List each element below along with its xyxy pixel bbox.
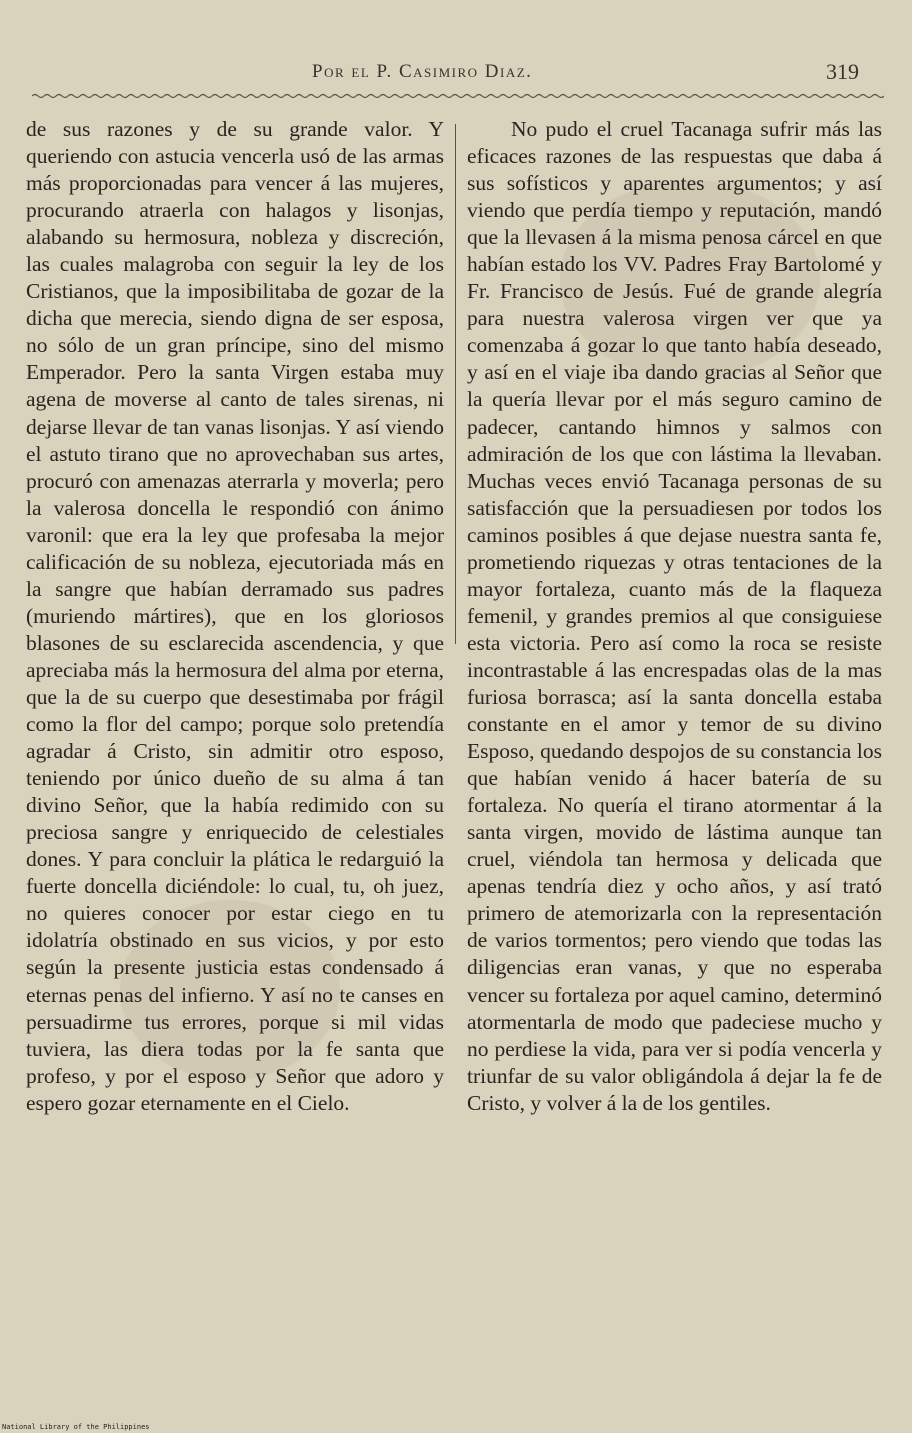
page-number: 319 [826, 59, 859, 84]
left-column [26, 116, 444, 1117]
page-header [0, 56, 912, 92]
header-wavy-rule [32, 92, 884, 100]
column-divider [455, 124, 456, 644]
right-column-text: No pudo el cruel Tacanaga sufrir más las eficaces razones de las respuestas que daba á sus sofísticos y aparentes argumentos; y así viendo que perdía tiempo y reputación, mandó que la llevasen á la misma penosa cárcel en que habían estado los VV. Padres Fray Bartolomé y Fr. Francisco de Jesús. Fué de grande alegría para nuestra valerosa virgen ver que ya comenzaba á gozar lo que tanto había deseado, y así en el viaje iba dando gracias al Señor que la quería llevar por el más seguro camino de padecer, cantando himnos y salmos con admiración de los que con lástima la llevaban. Muchas veces envió Tacanaga personas de su satisfacción que la persuadiesen por todos los caminos posibles á que dejase nuestra santa fe, prometiendo riquezas y otras tentaciones de la mayor fortaleza, cuanto más de la flaqueza femenil, y grandes premios al que consiguiese esta victoria. Pero así como la roca se resiste incontrastable á las encrespadas olas de la mas furiosa borrasca; así la santa doncella estaba constante en el amor y temor de su divino Esposo, quedando despojos de su constancia los que habían venido á hacer batería de su fortaleza. No quería el tirano atormentar á la santa virgen, movido de lástima aunque tan cruel, viéndola tan hermosa y delicada que apenas tendría diez y ocho años, y así trató primero de atemorizarla con la representación de varios tormentos; pero viendo que todas las diligencias eran vanas, y que no esperaba vencer su fortaleza por aquel camino, determinó atormentarla de modo que padeciese mucho y no perdiese la vida, para ver si podía vencerla y triunfar de su valor obligándola á dejar la fe de Cristo, y volver á la de los gentiles. [467, 117, 882, 1115]
footer-credit: National Library of the Philippines [2, 1423, 150, 1431]
left-column-text: de sus razones y de su grande valor. Y queriendo con astucia vencerla usó de las armas más proporcionadas para vencer á las mujeres, procurando atraerla con halagos y lisonjas, alabando su hermosura, nobleza y discreción, las cuales malagroba con seguir la ley de los Cristianos, que la imposibilitaba de gozar de la dicha que merecia, siendo digna de ser esposa, no sólo de un gran príncipe, sino del mismo Emperador. Pero la santa Virgen estaba muy agena de moverse al canto de tales sirenas, ni dejarse llevar de tan vanas lisonjas. Y así viendo el astuto tirano que no aprovechaban sus artes, procuró con amenazas aterrarla y moverla; pero la valerosa doncella le respondió con ánimo varonil: que era la ley que profesaba la mejor calificación de su nobleza, ejecutoriada más en la sangre que habían derramado sus padres (muriendo mártires), que en los gloriosos blasones de su esclarecida ascendencia, y que apreciaba más la hermosura del alma por eterna, que la de su cuerpo que desestimaba por frágil como la flor del campo; porque solo pretendía agradar á Cristo, sin admitir otro esposo, teniendo por único dueño de su alma á tan divino Señor, que la había redimido con su preciosa sangre y enriquecido de celestiales dones. Y para concluir la plática le redarguió la fuerte doncella diciéndole: lo cual, tu, oh juez, no quieres conocer por estar ciego en tu idolatría obstinado en sus vicios, y por esto según la presente justicia estas condensado á eternas penas del infierno. Y así no te canses en persuadirme tus errores, porque si mil vidas tuviera, las diera todas por la fe santa que profeso, y por el esposo y Señor que adoro y espero gozar eternamente en el Cielo. [26, 117, 444, 1115]
right-column [467, 116, 882, 1117]
running-head: Por el P. Casimiro Diaz. [312, 61, 533, 82]
